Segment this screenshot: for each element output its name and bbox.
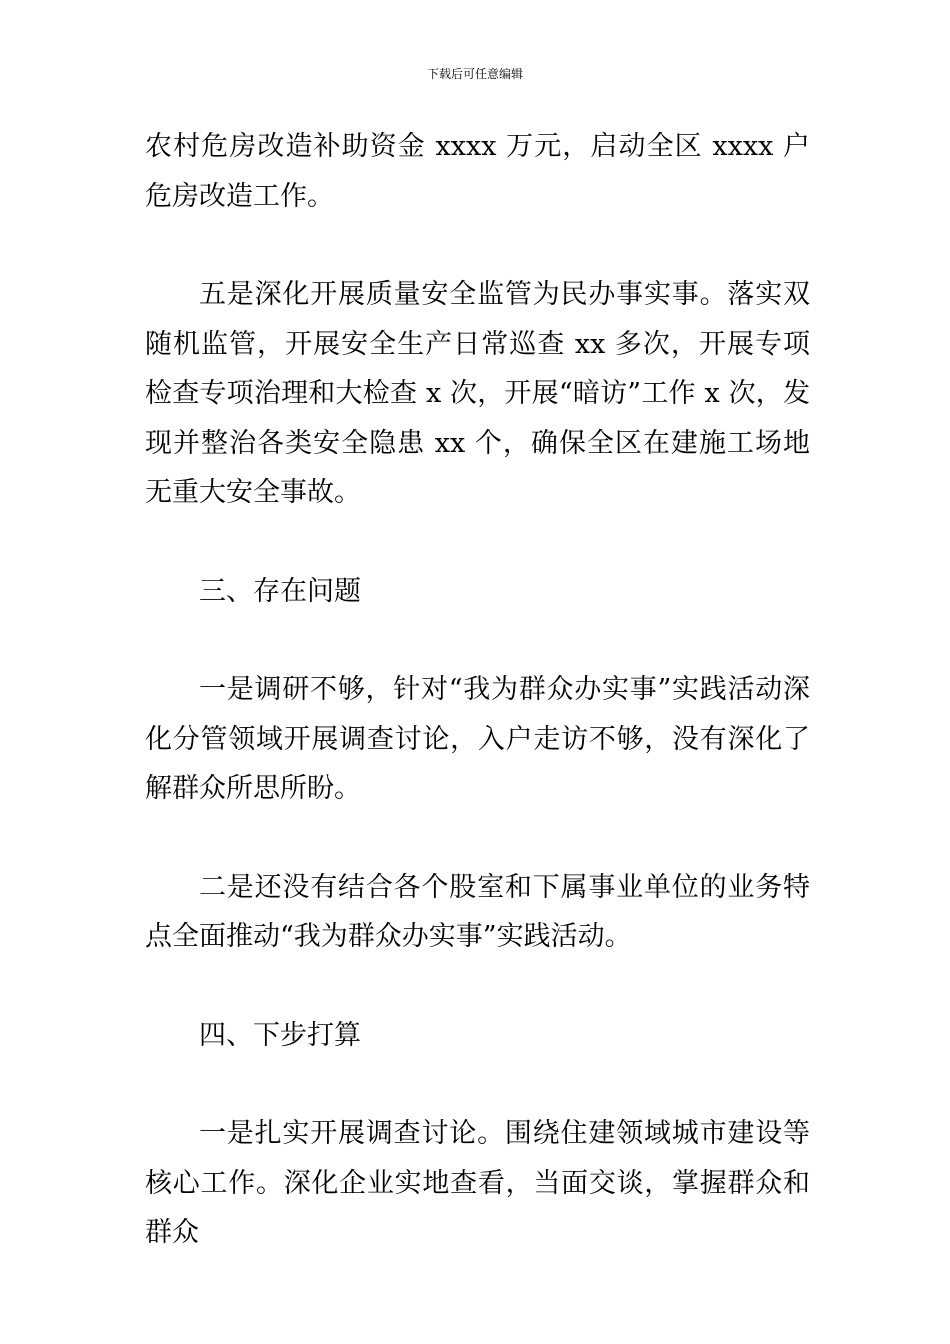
paragraph-safety-supervision: 五是深化开展质量安全监管为民办事实事。落实双随机监管，开展安全生产日常巡查 xx 多次，开展专项检查专项治理和大检查 x 次，开展“暗访”工作 x 次，发现并整治各类安全隐患 xx 个，确保全区在建施工场地无重大安全事故。 bbox=[145, 279, 810, 508]
paragraph-next-step-one: 一是扎实开展调查讨论。围绕住建领域城市建设等核心工作。深化企业实地查看，当面交谈，掌握群众和群众 bbox=[145, 1118, 810, 1248]
document-body bbox=[145, 122, 810, 1258]
paragraph-problem-one: 一是调研不够，针对“我为群众办实事”实践活动深化分管领域开展调查讨论，入户走访不够，没有深化了解群众所思所盼。 bbox=[145, 674, 810, 804]
paragraph-problem-two: 二是还没有结合各个股室和下属事业单位的业务特点全面推动“我为群众办实事”实践活动。 bbox=[145, 871, 810, 952]
page-header: 下载后可任意编辑 bbox=[426, 67, 523, 81]
section-heading-next-steps: 四、下步打算 bbox=[199, 1019, 361, 1051]
section-heading-problems: 三、存在问题 bbox=[199, 575, 361, 607]
paragraph-housing-subsidy: 农村危房改造补助资金 xxxx 万元，启动全区 xxxx 户危房改造工作。 bbox=[145, 131, 810, 212]
